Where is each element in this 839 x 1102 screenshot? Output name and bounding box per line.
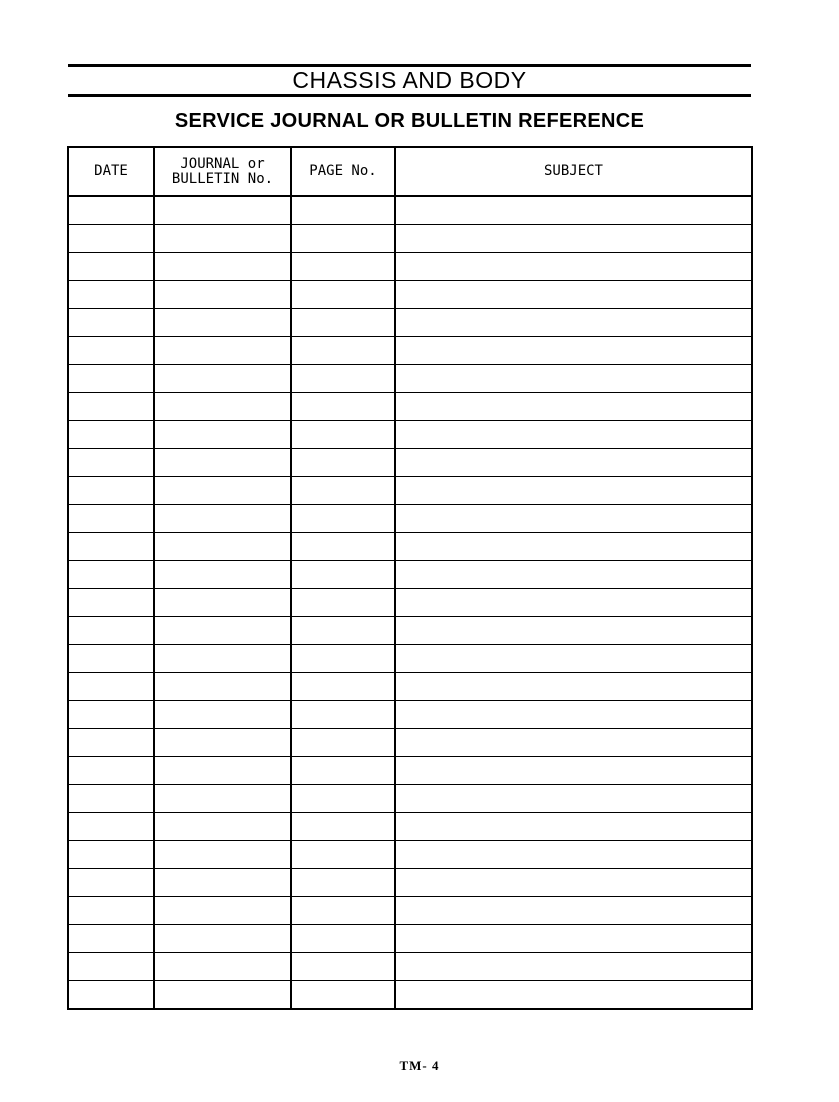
- date-cell[interactable]: [68, 561, 154, 589]
- journal-cell[interactable]: [154, 225, 291, 253]
- subject-cell[interactable]: [395, 365, 752, 393]
- table-row: [68, 196, 752, 225]
- page-cell[interactable]: [291, 673, 395, 701]
- journal-cell[interactable]: [154, 645, 291, 673]
- page-cell[interactable]: [291, 421, 395, 449]
- date-cell[interactable]: [68, 589, 154, 617]
- page-cell[interactable]: [291, 785, 395, 813]
- page-cell[interactable]: [291, 309, 395, 337]
- table-row: [68, 897, 752, 925]
- page-number: TM- 4: [399, 1058, 440, 1073]
- table-row: [68, 589, 752, 617]
- table-row: [68, 505, 752, 533]
- journal-cell[interactable]: [154, 785, 291, 813]
- table-row: [68, 841, 752, 869]
- page-cell[interactable]: [291, 981, 395, 1010]
- column-header-journal-line1: JOURNAL or: [180, 155, 265, 172]
- table-row: [68, 477, 752, 505]
- page-cell[interactable]: [291, 253, 395, 281]
- page-cell[interactable]: [291, 841, 395, 869]
- subject-cell[interactable]: [395, 673, 752, 701]
- page-cell[interactable]: [291, 365, 395, 393]
- journal-cell[interactable]: [154, 337, 291, 365]
- date-cell[interactable]: [68, 897, 154, 925]
- column-header-journal: [154, 147, 291, 196]
- table-row: [68, 701, 752, 729]
- date-cell[interactable]: [68, 281, 154, 309]
- journal-cell[interactable]: [154, 673, 291, 701]
- subject-cell[interactable]: [395, 505, 752, 533]
- subject-cell[interactable]: [395, 477, 752, 505]
- date-cell[interactable]: [68, 757, 154, 785]
- subject-cell[interactable]: [395, 617, 752, 645]
- table-row: [68, 757, 752, 785]
- page-cell[interactable]: [291, 477, 395, 505]
- journal-cell[interactable]: [154, 196, 291, 225]
- journal-cell[interactable]: [154, 701, 291, 729]
- page-cell[interactable]: [291, 645, 395, 673]
- table-row: [68, 393, 752, 421]
- journal-cell[interactable]: [154, 953, 291, 981]
- date-cell[interactable]: [68, 225, 154, 253]
- table-row: [68, 617, 752, 645]
- table-row: [68, 953, 752, 981]
- date-cell[interactable]: [68, 505, 154, 533]
- page-cell[interactable]: [291, 813, 395, 841]
- page-cell[interactable]: [291, 701, 395, 729]
- date-cell[interactable]: [68, 673, 154, 701]
- journal-cell[interactable]: [154, 421, 291, 449]
- date-cell[interactable]: [68, 421, 154, 449]
- subject-cell[interactable]: [395, 925, 752, 953]
- page-cell[interactable]: [291, 561, 395, 589]
- date-cell[interactable]: [68, 309, 154, 337]
- date-cell[interactable]: [68, 617, 154, 645]
- page-cell[interactable]: [291, 281, 395, 309]
- bottom-rule: [68, 94, 751, 97]
- reference-table: [67, 146, 753, 1010]
- table-row: [68, 449, 752, 477]
- page-cell[interactable]: [291, 449, 395, 477]
- column-header-date: DATE: [68, 147, 154, 196]
- journal-cell[interactable]: [154, 253, 291, 281]
- column-header-subject: SUBJECT: [395, 147, 752, 196]
- subject-cell[interactable]: [395, 729, 752, 757]
- date-cell[interactable]: [68, 449, 154, 477]
- page-cell[interactable]: [291, 505, 395, 533]
- date-cell[interactable]: [68, 785, 154, 813]
- table-row: [68, 813, 752, 841]
- journal-cell[interactable]: [154, 281, 291, 309]
- table-row: [68, 421, 752, 449]
- subject-cell[interactable]: [395, 533, 752, 561]
- page-cell[interactable]: [291, 953, 395, 981]
- page-cell[interactable]: [291, 533, 395, 561]
- column-header-page: PAGE No.: [291, 147, 395, 196]
- subject-cell[interactable]: [395, 309, 752, 337]
- table-row: [68, 785, 752, 813]
- table-row: [68, 281, 752, 309]
- subject-cell[interactable]: [395, 393, 752, 421]
- table-row: [68, 729, 752, 757]
- date-cell[interactable]: [68, 253, 154, 281]
- journal-cell[interactable]: [154, 477, 291, 505]
- journal-cell[interactable]: [154, 393, 291, 421]
- subject-cell[interactable]: [395, 953, 752, 981]
- subject-cell[interactable]: [395, 701, 752, 729]
- date-cell[interactable]: [68, 953, 154, 981]
- date-cell[interactable]: [68, 701, 154, 729]
- journal-cell[interactable]: [154, 897, 291, 925]
- journal-cell[interactable]: [154, 561, 291, 589]
- date-cell[interactable]: [68, 981, 154, 1010]
- table-row: [68, 645, 752, 673]
- journal-cell[interactable]: [154, 617, 291, 645]
- date-cell[interactable]: [68, 365, 154, 393]
- journal-cell[interactable]: [154, 813, 291, 841]
- journal-cell[interactable]: [154, 841, 291, 869]
- journal-cell[interactable]: [154, 533, 291, 561]
- subject-cell[interactable]: [395, 253, 752, 281]
- table-body: [68, 196, 752, 1009]
- subject-cell[interactable]: [395, 841, 752, 869]
- table-row: [68, 253, 752, 281]
- page-cell[interactable]: [291, 897, 395, 925]
- subject-cell[interactable]: [395, 589, 752, 617]
- page-cell[interactable]: [291, 729, 395, 757]
- page-cell[interactable]: [291, 589, 395, 617]
- journal-cell[interactable]: [154, 925, 291, 953]
- page-cell[interactable]: [291, 196, 395, 225]
- page-cell[interactable]: [291, 225, 395, 253]
- page-cell[interactable]: [291, 393, 395, 421]
- subject-cell[interactable]: [395, 196, 752, 225]
- table-row: [68, 365, 752, 393]
- journal-cell[interactable]: [154, 309, 291, 337]
- journal-cell[interactable]: [154, 981, 291, 1010]
- subject-cell[interactable]: [395, 421, 752, 449]
- date-cell[interactable]: [68, 729, 154, 757]
- page-cell[interactable]: [291, 925, 395, 953]
- page-cell[interactable]: [291, 757, 395, 785]
- section-title: CHASSIS AND BODY: [292, 67, 527, 93]
- page-cell[interactable]: [291, 337, 395, 365]
- subject-cell[interactable]: [395, 645, 752, 673]
- page-cell[interactable]: [291, 869, 395, 897]
- date-cell[interactable]: [68, 869, 154, 897]
- journal-cell[interactable]: [154, 729, 291, 757]
- table-row: [68, 225, 752, 253]
- date-cell[interactable]: [68, 393, 154, 421]
- date-cell[interactable]: [68, 645, 154, 673]
- table-row: [68, 673, 752, 701]
- table-row: [68, 981, 752, 1010]
- subject-cell[interactable]: [395, 561, 752, 589]
- date-cell[interactable]: [68, 813, 154, 841]
- journal-cell[interactable]: [154, 757, 291, 785]
- subject-cell[interactable]: [395, 785, 752, 813]
- date-cell[interactable]: [68, 196, 154, 225]
- table-row: [68, 925, 752, 953]
- journal-cell[interactable]: [154, 449, 291, 477]
- subject-cell[interactable]: [395, 337, 752, 365]
- table-row: [68, 561, 752, 589]
- table-row: [68, 533, 752, 561]
- subject-cell[interactable]: [395, 981, 752, 1010]
- column-header-journal-line2: BULLETIN No.: [171, 170, 274, 187]
- table-title: SERVICE JOURNAL OR BULLETIN REFERENCE: [174, 110, 645, 132]
- page-cell[interactable]: [291, 617, 395, 645]
- table-row: [68, 337, 752, 365]
- date-cell[interactable]: [68, 925, 154, 953]
- journal-cell[interactable]: [154, 869, 291, 897]
- table-row: [68, 869, 752, 897]
- date-cell[interactable]: [68, 477, 154, 505]
- subject-cell[interactable]: [395, 225, 752, 253]
- date-cell[interactable]: [68, 337, 154, 365]
- date-cell[interactable]: [68, 533, 154, 561]
- subject-cell[interactable]: [395, 897, 752, 925]
- date-cell[interactable]: [68, 841, 154, 869]
- subject-cell[interactable]: [395, 813, 752, 841]
- subject-cell[interactable]: [395, 449, 752, 477]
- subject-cell[interactable]: [395, 281, 752, 309]
- header-row: [68, 147, 752, 196]
- journal-cell[interactable]: [154, 365, 291, 393]
- subject-cell[interactable]: [395, 757, 752, 785]
- table-row: [68, 309, 752, 337]
- journal-cell[interactable]: [154, 505, 291, 533]
- journal-cell[interactable]: [154, 589, 291, 617]
- subject-cell[interactable]: [395, 869, 752, 897]
